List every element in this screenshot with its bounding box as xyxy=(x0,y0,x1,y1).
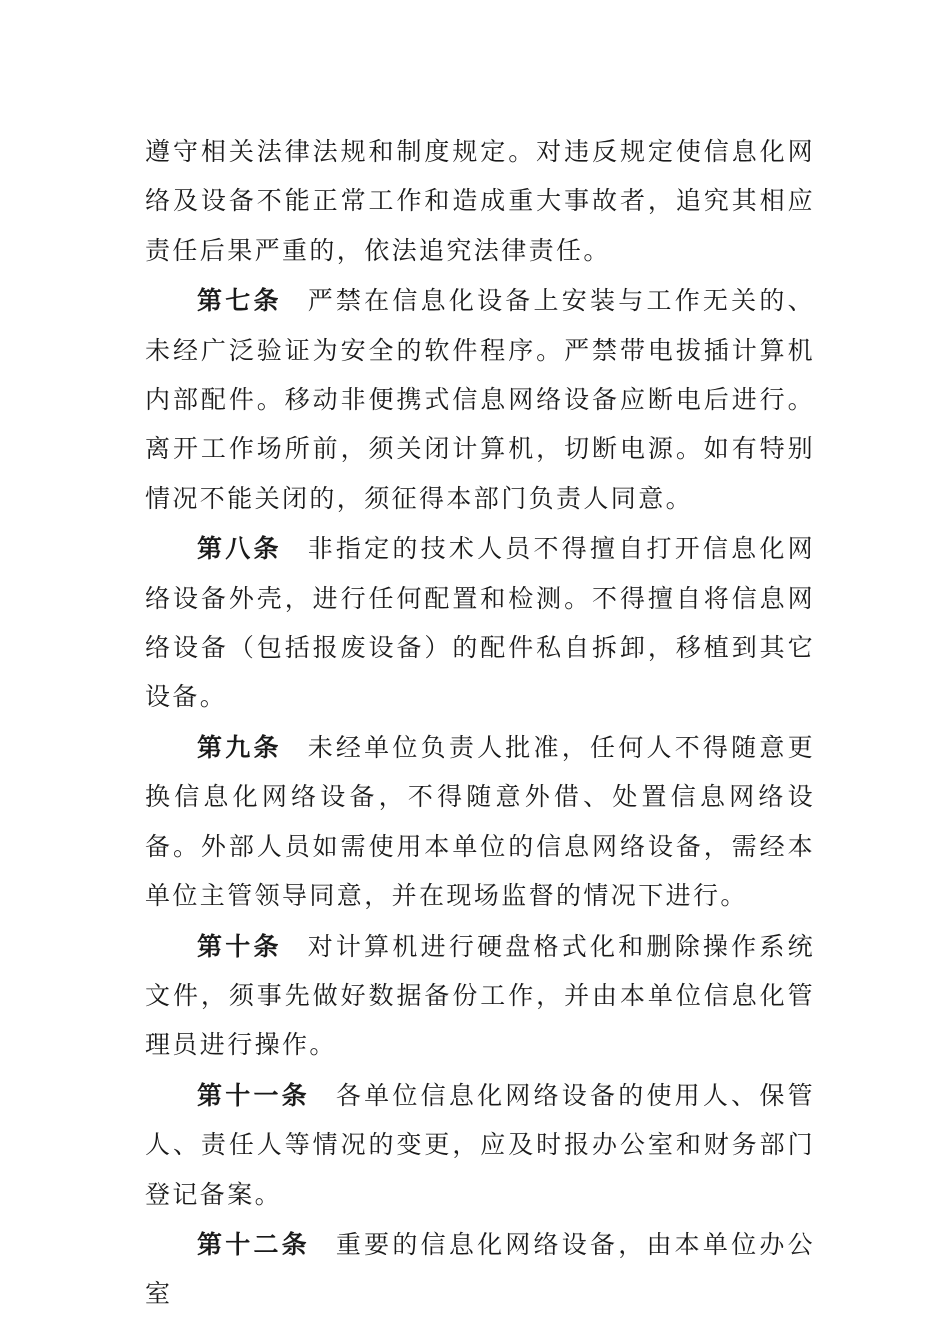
article-number: 第十条 xyxy=(197,931,282,961)
article-number: 第十一条 xyxy=(197,1080,310,1110)
article-text: 各单位信息化网络设备的使用人、保管人、责任人等情况的变更，应及时报办公室和财务部门登记备案。 xyxy=(145,1080,815,1209)
article-10 xyxy=(145,922,815,1070)
article-number: 第十二条 xyxy=(197,1229,310,1259)
article-text: 严禁在信息化设备上安装与工作无关的、未经广泛验证为安全的软件程序。严禁带电拔插计算机内部配件。移动非便携式信息网络设备应断电后进行。离开工作场所前，须关闭计算机，切断电源。如有特别情况不能关闭的，须征得本部门负责人同意。 xyxy=(145,286,816,513)
article-number: 第八条 xyxy=(197,534,282,564)
article-text: 非指定的技术人员不得擅自打开信息化网络设备外壳，进行任何配置和检测。不得擅自将信息网络设备（包括报废设备）的配件私自拆卸，移植到其它设备。 xyxy=(145,534,816,712)
article-text: 重要的信息化网络设备，由本单位办公室 xyxy=(145,1229,815,1309)
article-text: 对计算机进行硬盘格式化和删除操作系统文件，须事先做好数据备份工作，并由本单位信息化管理员进行操作。 xyxy=(145,931,816,1060)
article-11 xyxy=(145,1071,815,1219)
article-number: 第九条 xyxy=(197,732,282,762)
article-text: 未经单位负责人批准，任何人不得随意更换信息化网络设备，不得随意外借、处置信息网络设备。外部人员如需使用本单位的信息网络设备，需经本单位主管领导同意，并在现场监督的情况下进行。 xyxy=(145,732,816,911)
article-number: 第七条 xyxy=(197,286,282,316)
article-7 xyxy=(145,276,815,523)
article-12 xyxy=(145,1220,815,1319)
article-9 xyxy=(145,723,815,921)
document-body xyxy=(145,127,815,1320)
paragraph-text: 遵守相关法律法规和制度规定。对违反规定使信息化网络及设备不能正常工作和造成重大事故者，追究其相应责任后果严重的，依法追究法律责任。 xyxy=(145,137,815,265)
article-8 xyxy=(145,524,815,722)
paragraph-continuation xyxy=(145,127,815,275)
